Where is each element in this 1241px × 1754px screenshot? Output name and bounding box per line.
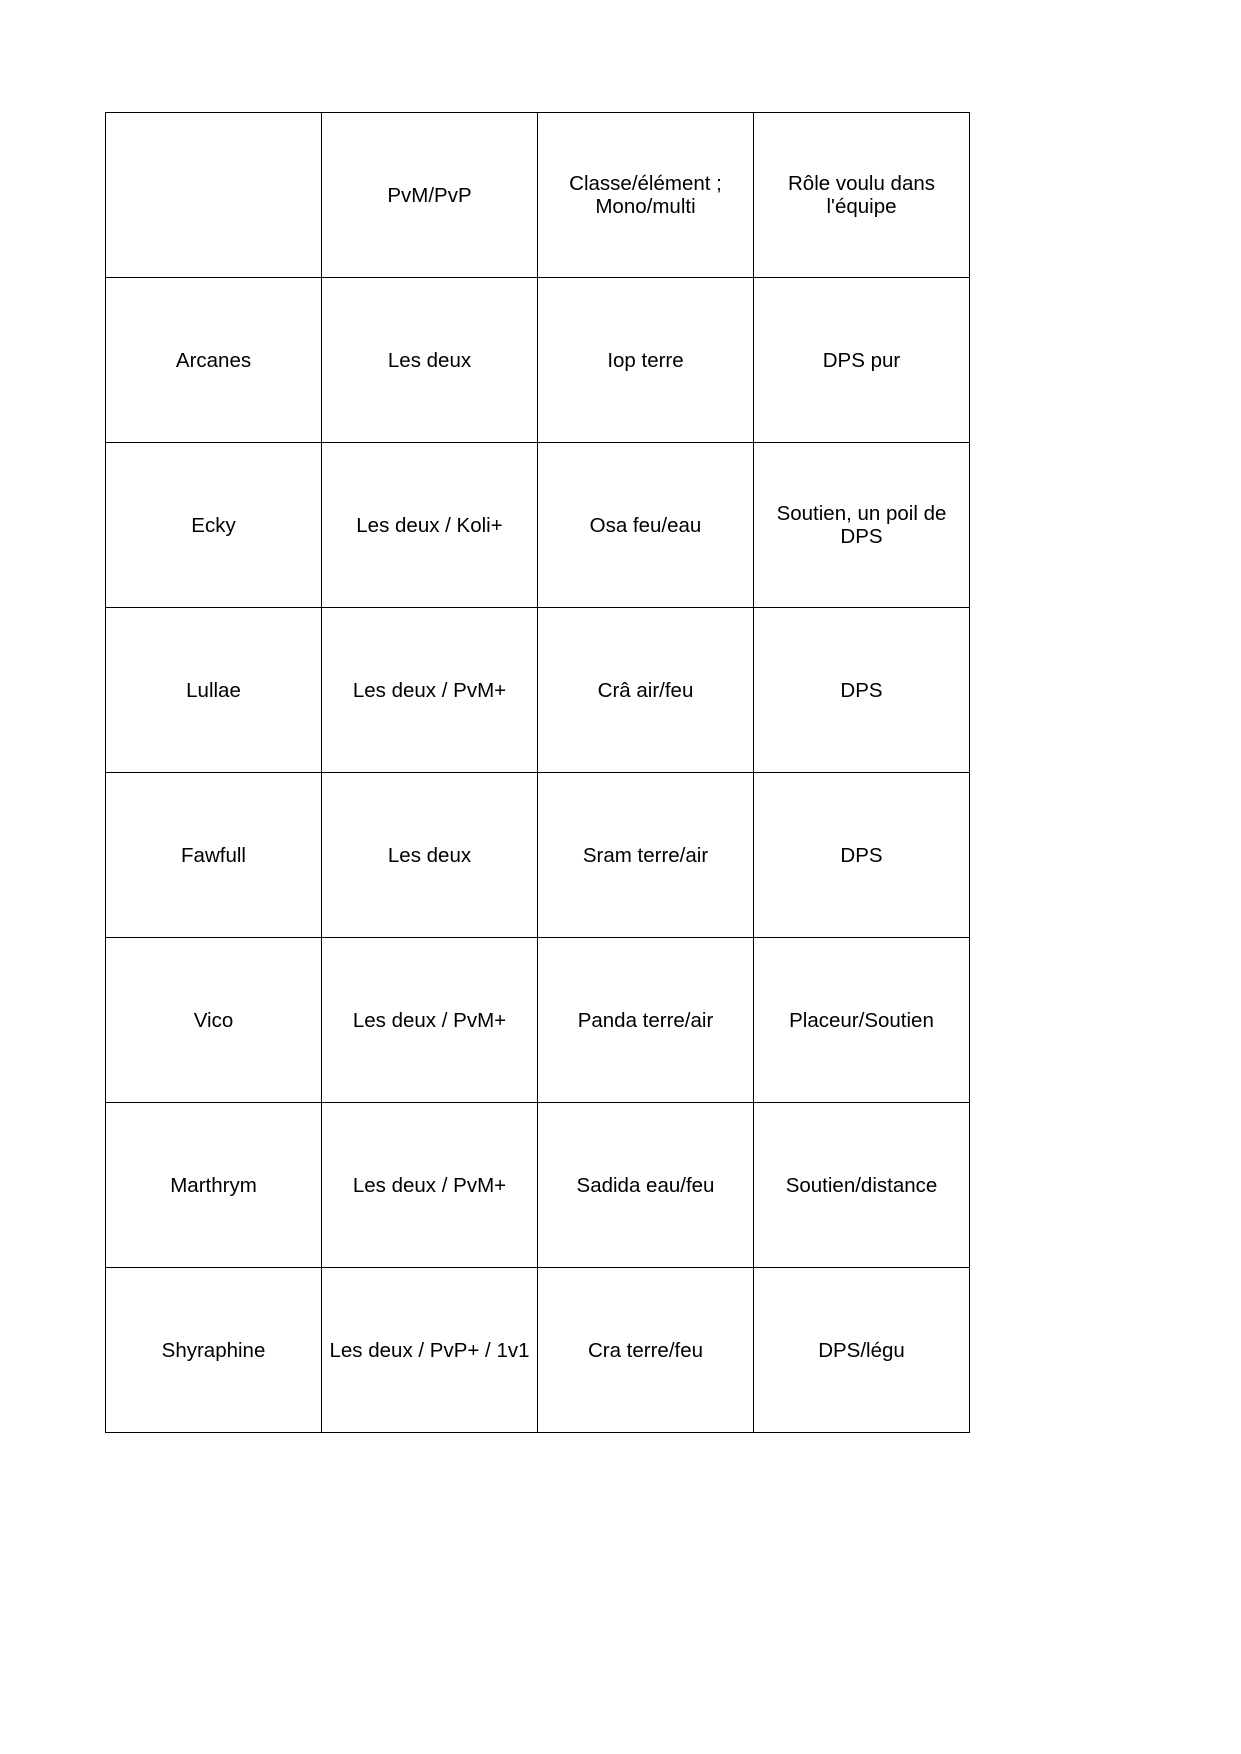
player-class: Osa feu/eau: [538, 443, 754, 608]
player-role: Placeur/Soutien: [754, 938, 970, 1103]
table-row: [106, 443, 970, 608]
table-row: [106, 938, 970, 1103]
player-mode: Les deux: [322, 278, 538, 443]
header-cell-empty: [106, 113, 322, 278]
header-cell-role: Rôle voulu dans l'équipe: [754, 113, 970, 278]
player-name: Shyraphine: [106, 1268, 322, 1433]
player-name: Arcanes: [106, 278, 322, 443]
player-class: Crâ air/feu: [538, 608, 754, 773]
player-name: Marthrym: [106, 1103, 322, 1268]
player-mode: Les deux / PvM+: [322, 608, 538, 773]
header-row: [106, 113, 970, 278]
table-row: [106, 608, 970, 773]
table-row: [106, 278, 970, 443]
player-table: [105, 112, 970, 1433]
player-class: Cra terre/feu: [538, 1268, 754, 1433]
player-class: Iop terre: [538, 278, 754, 443]
player-class: Panda terre/air: [538, 938, 754, 1103]
player-class: Sram terre/air: [538, 773, 754, 938]
player-name: Ecky: [106, 443, 322, 608]
player-name: Lullae: [106, 608, 322, 773]
table-row: [106, 1103, 970, 1268]
player-role: DPS pur: [754, 278, 970, 443]
player-role: DPS: [754, 608, 970, 773]
player-name: Fawfull: [106, 773, 322, 938]
player-name: Vico: [106, 938, 322, 1103]
player-role: Soutien/distance: [754, 1103, 970, 1268]
player-role: Soutien, un poil de DPS: [754, 443, 970, 608]
player-mode: Les deux / PvM+: [322, 938, 538, 1103]
player-class: Sadida eau/feu: [538, 1103, 754, 1268]
player-role: DPS: [754, 773, 970, 938]
header-cell-mode: PvM/PvP: [322, 113, 538, 278]
table-row: [106, 773, 970, 938]
header-cell-class: Classe/élément ; Mono/multi: [538, 113, 754, 278]
player-mode: Les deux: [322, 773, 538, 938]
player-mode: Les deux / PvP+ / 1v1: [322, 1268, 538, 1433]
player-mode: Les deux / PvM+: [322, 1103, 538, 1268]
player-mode: Les deux / Koli+: [322, 443, 538, 608]
player-role: DPS/légu: [754, 1268, 970, 1433]
table-row: [106, 1268, 970, 1433]
